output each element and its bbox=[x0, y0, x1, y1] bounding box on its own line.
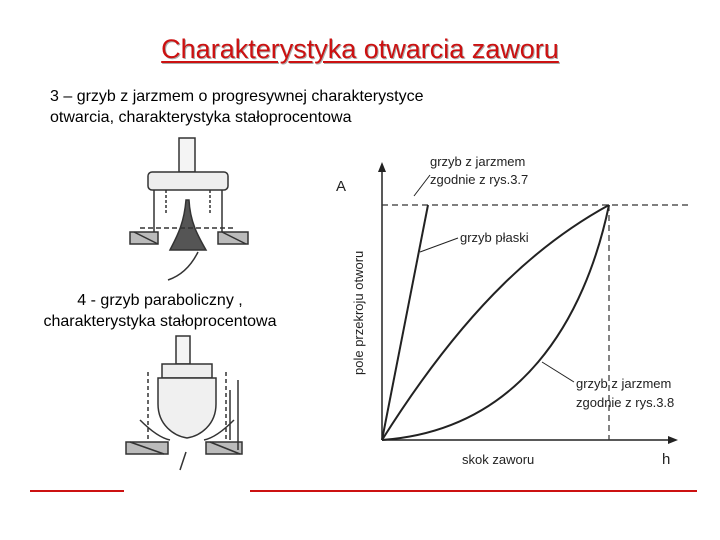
accent-line-right bbox=[250, 490, 697, 492]
item4-caption-line1: 4 - grzyb paraboliczny , bbox=[77, 292, 243, 309]
label-curve-bottom-2: zgodnie z rys.3.8 bbox=[576, 395, 675, 410]
y-axis-symbol: A bbox=[336, 178, 347, 195]
leader-top bbox=[414, 175, 430, 196]
label-curve-top-2: zgodnie z rys.3.7 bbox=[430, 172, 529, 187]
item3-text-line1: 3 – grzyb z jarzmem o progresywnej charakterystyce bbox=[50, 88, 424, 105]
valve-yoke-drawing bbox=[130, 138, 248, 280]
accent-line-left bbox=[30, 490, 124, 492]
valve-parabolic-drawing bbox=[126, 336, 242, 470]
x-axis-label: skok zaworu bbox=[462, 452, 535, 467]
characteristic-graph bbox=[336, 154, 692, 468]
label-curve-bottom-1: grzyb z jarzmem bbox=[576, 376, 672, 391]
item4-caption-line2: charakterystyka stałoprocentowa bbox=[43, 313, 277, 330]
page-title: Charakterystyka otwarcia zaworu bbox=[161, 34, 559, 64]
y-axis-label: pole przekroju otworu bbox=[351, 250, 366, 375]
x-axis-arrow bbox=[668, 436, 678, 444]
label-curve-top-1: grzyb z jarzmem bbox=[430, 154, 526, 169]
x-axis-symbol: h bbox=[662, 451, 671, 468]
label-curve-mid: grzyb płaski bbox=[460, 230, 529, 245]
leader-bottom bbox=[542, 362, 574, 382]
item3-text-line2: otwarcia, charakterystyka stałoprocentowa bbox=[50, 109, 352, 126]
leader-mid bbox=[420, 238, 458, 252]
y-axis-arrow bbox=[378, 162, 386, 172]
